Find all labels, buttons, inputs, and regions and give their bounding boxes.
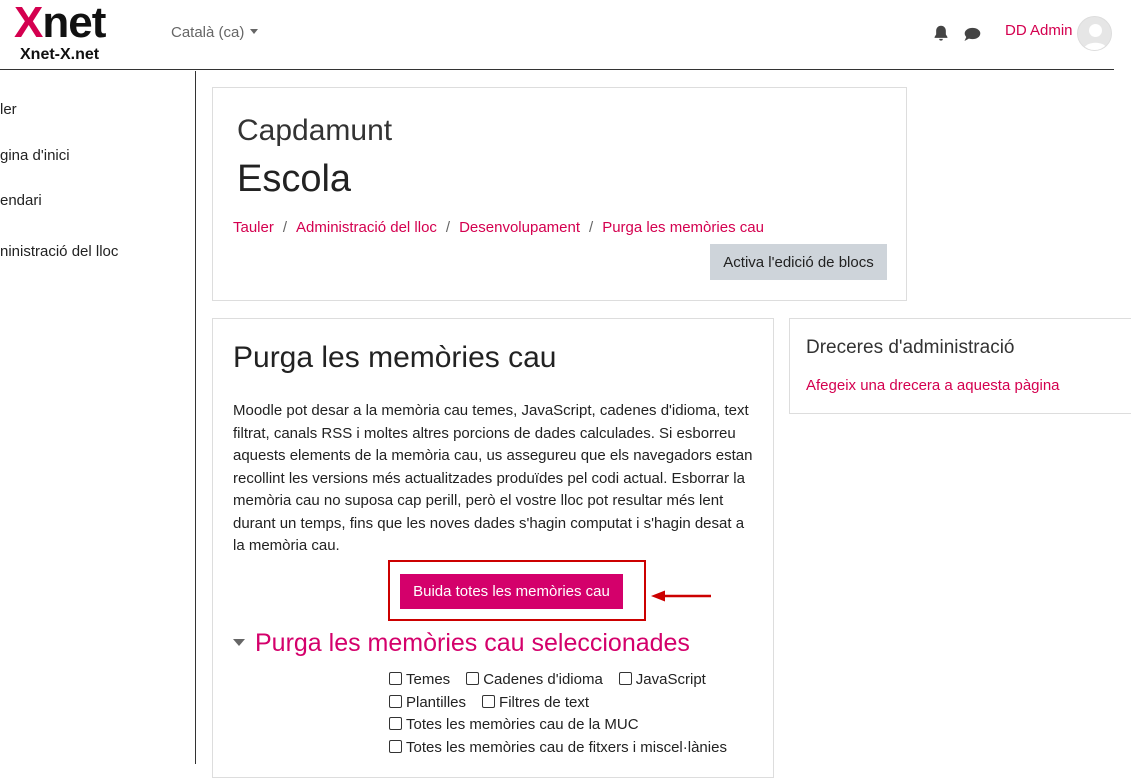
checkbox-label: JavaScript xyxy=(635,671,706,688)
checkbox-label: Filtres de text xyxy=(499,694,590,711)
checkbox-other-files[interactable] xyxy=(389,739,727,756)
checkbox-icon xyxy=(389,695,402,708)
section-title: Purga les memòries cau seleccionades xyxy=(255,629,690,657)
breadcrumb-dashboard[interactable]: Tauler xyxy=(233,219,274,236)
sidebar xyxy=(0,71,196,764)
breadcrumb-separator: / xyxy=(445,219,451,236)
checkbox-label: Totes les memòries cau de la MUC xyxy=(406,716,639,733)
sidebar-item-calendar[interactable]: endari xyxy=(0,192,42,209)
checkbox-muc[interactable] xyxy=(389,716,639,733)
checkbox-icon xyxy=(389,717,402,730)
page-title: Purga les memòries cau xyxy=(233,341,557,374)
block-title: Dreceres d'administració xyxy=(806,337,1015,358)
sidebar-item-dashboard[interactable]: ler xyxy=(0,101,17,118)
user-silhouette-icon xyxy=(1078,17,1112,51)
sidebar-item-site-admin[interactable]: ninistració del lloc xyxy=(0,243,119,260)
breadcrumb-separator: / xyxy=(282,219,288,236)
checkbox-javascript[interactable] xyxy=(619,671,706,688)
breadcrumb-separator: / xyxy=(589,219,594,236)
logo-text: Xnet xyxy=(14,0,106,47)
checkbox-icon xyxy=(482,695,495,708)
page-header xyxy=(212,87,907,301)
checkbox-label: Totes les memòries cau de fitxers i miscel·lànies xyxy=(406,739,727,756)
bell-icon[interactable] xyxy=(932,24,950,42)
checkbox-row xyxy=(389,671,722,688)
checkbox-icon xyxy=(466,672,479,685)
collapse-toggle-icon xyxy=(233,639,245,646)
edit-blocks-button[interactable]: Activa l'edició de blocs xyxy=(710,244,887,280)
checkbox-label: Temes xyxy=(406,671,451,688)
avatar[interactable] xyxy=(1077,16,1112,51)
chat-icon[interactable] xyxy=(963,25,981,43)
checkbox-row xyxy=(389,739,743,756)
admin-bookmarks-block xyxy=(789,318,1131,414)
navbar xyxy=(0,0,1114,70)
logo-subtext: Xnet-X.net xyxy=(20,46,100,63)
checkbox-label: Cadenes d'idioma xyxy=(483,671,603,688)
arrow-left-icon xyxy=(649,589,715,603)
breadcrumb-purge-caches[interactable]: Purga les memòries cau xyxy=(602,219,764,236)
site-fullname: Escola xyxy=(237,158,352,200)
add-bookmark-link[interactable]: Afegeix una drecera a aquesta pàgina xyxy=(806,377,1060,394)
checkbox-row xyxy=(389,716,655,733)
description-text: Moodle pot desar a la memòria cau temes, JavaScript, cadenes d'idioma, text filtrat, canals RSS i moltes altres porcions de dades calculades. Si esborreu aquests elements de la memòria cau, us assegureu que els navegadors estan recollint les versions més actualitzades produïdes pel codi actual. Esborrar la memòria cau no suposa cap perill, però el vostre lloc pot resultar més lent durant un temps, fins que les noves dades s'hagin computat i s'hagin desat a la memòria cau. xyxy=(233,402,753,554)
site-shortname: Capdamunt xyxy=(237,114,393,147)
checkbox-text-filters[interactable] xyxy=(482,694,589,711)
purge-all-button[interactable]: Buida totes les memòries cau xyxy=(400,574,623,609)
purge-selected-section-toggle[interactable] xyxy=(233,629,690,658)
checkbox-row xyxy=(389,694,605,711)
chevron-down-icon xyxy=(250,29,258,34)
language-menu[interactable] xyxy=(171,24,258,41)
checkbox-icon xyxy=(389,740,402,753)
checkbox-templates[interactable] xyxy=(389,694,466,711)
main-content xyxy=(212,318,774,778)
user-name[interactable]: DD Admin xyxy=(1005,22,1073,39)
checkbox-lang-strings[interactable] xyxy=(466,671,603,688)
checkbox-icon xyxy=(389,672,402,685)
sidebar-item-home[interactable]: gina d'inici xyxy=(0,147,70,164)
breadcrumb-site-admin[interactable]: Administració del lloc xyxy=(296,219,437,236)
language-label: Català (ca) xyxy=(171,24,245,41)
checkbox-label: Plantilles xyxy=(406,694,467,711)
breadcrumb xyxy=(233,219,764,236)
checkbox-themes[interactable] xyxy=(389,671,450,688)
site-logo[interactable] xyxy=(14,0,118,64)
breadcrumb-development[interactable]: Desenvolupament xyxy=(459,219,581,236)
checkbox-icon xyxy=(619,672,632,685)
